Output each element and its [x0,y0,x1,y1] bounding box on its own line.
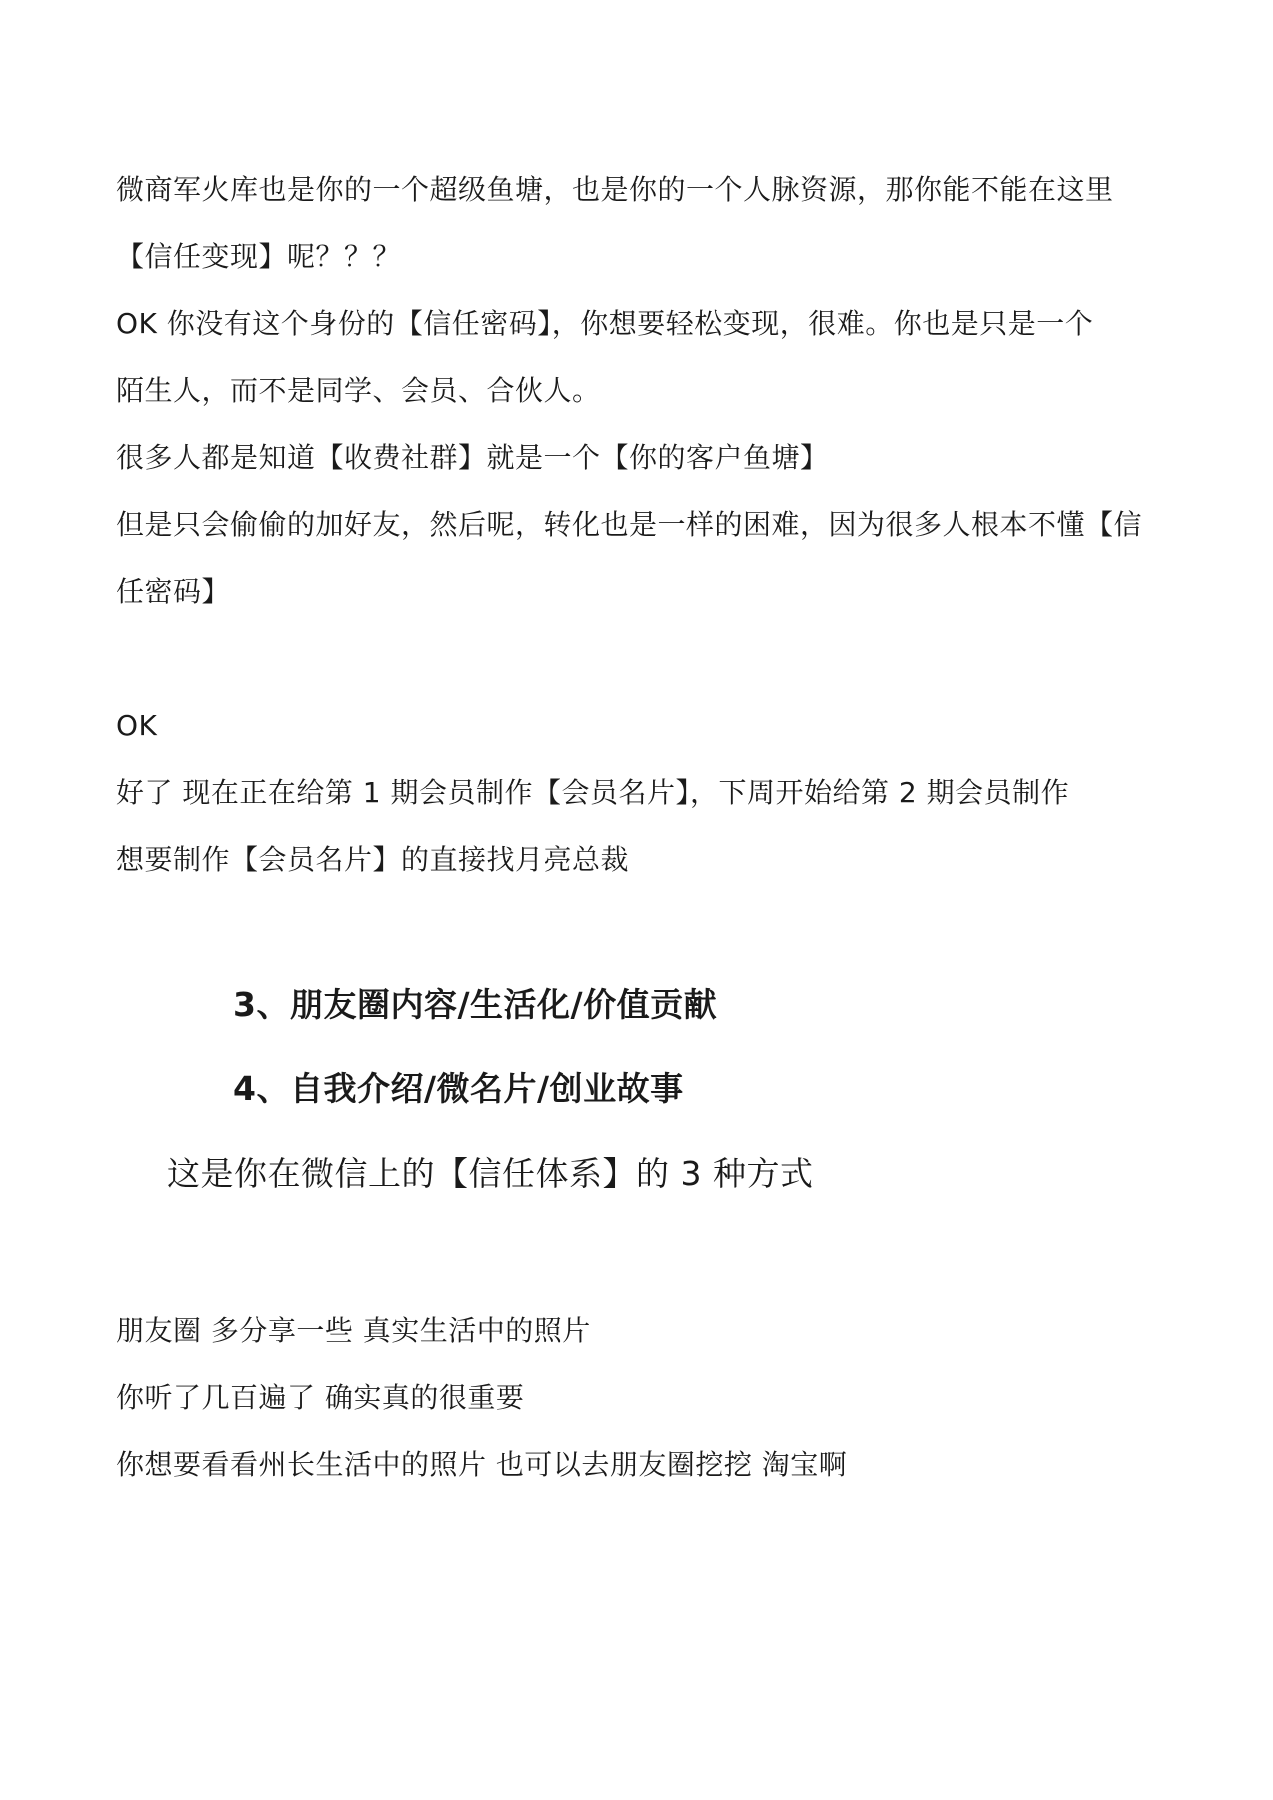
paragraph-line: OK [116,709,158,742]
paragraph-line: 微商军火库也是你的一个超级鱼塘，也是你的一个人脉资源，那你能不能在这里 [116,173,1114,206]
paragraph-line: 【信任变现】呢？？？ [116,240,402,273]
closing-line: 你听了几百遍了 确实真的很重要 [116,1381,525,1414]
paragraph-line: 陌生人，而不是同学、会员、合伙人。 [116,374,601,407]
paragraph-line: OK 你没有这个身份的【信任密码】，你想要轻松变现，很难。你也是只是一个 [116,307,1094,340]
paragraph-line: 很多人都是知道【收费社群】就是一个【你的客户鱼塘】 [116,441,829,474]
list-heading-3: 3、朋友圈内容/生活化/价值贡献 [233,985,718,1024]
paragraph-line: 好了 现在正在给第 1 期会员制作【会员名片】，下周开始给第 2 期会员制作 [116,776,1070,809]
closing-line: 朋友圈 多分享一些 真实生活中的照片 [116,1314,591,1347]
closing-line: 你想要看看州长生活中的照片 也可以去朋友圈挖挖 淘宝啊 [116,1448,848,1481]
paragraph-line: 想要制作【会员名片】的直接找月亮总裁 [116,843,630,876]
paragraph-line: 任密码】 [116,575,231,608]
list-heading-4: 4、自我介绍/微名片/创业故事 [233,1069,684,1108]
summary-line: 这是你在微信上的【信任体系】的 3 种方式 [167,1154,814,1193]
paragraph-line: 但是只会偷偷的加好友，然后呢，转化也是一样的困难，因为很多人根本不懂【信 [116,508,1143,541]
